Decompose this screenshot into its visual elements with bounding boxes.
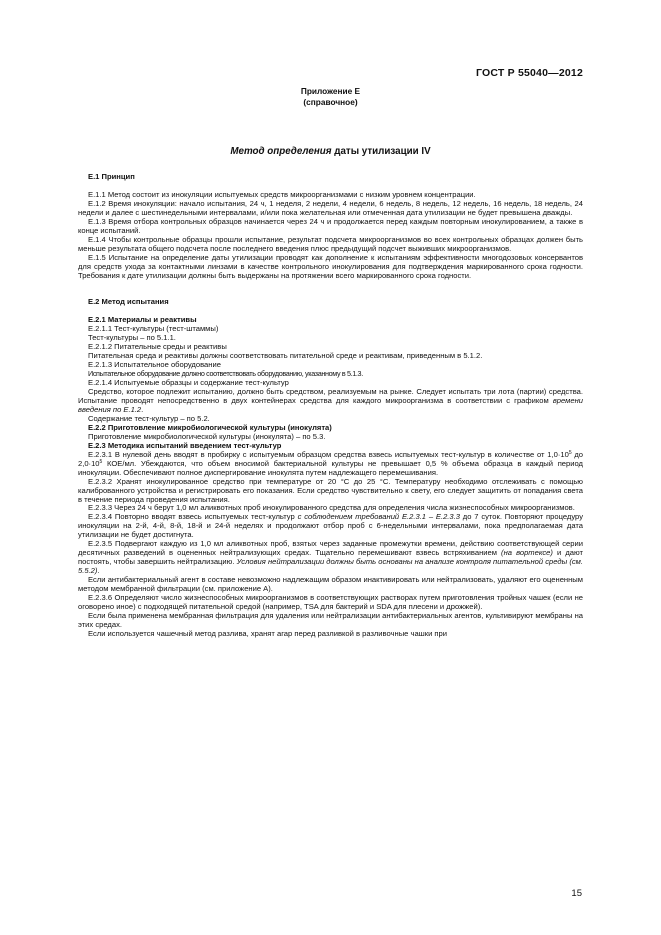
paragraph: Е.2.1.3 Испытательное оборудование (88, 360, 221, 370)
annex-type: (справочное) (303, 97, 358, 107)
paragraph: Е.2.3.6 Определяют число жизнеспособных микроорганизмов в соответствующих растворах путем приготовления тройных чашек (если не оговорено иное) с подходящей питательной средой (например, TSA для бактерий и SDA для плесени и дрожжей). (78, 592, 583, 611)
paragraph: Если используется чашечный метод разлива, хранят агар перед разливкой в разливочные чашки при (88, 628, 448, 638)
standard-designation: ГОСТ Р 55040—2012 (475, 67, 583, 79)
paragraph: Е.1.3 Время отбора контрольных образцов начинается через 24 ч и продолжается перед каждым повторным инокулированием, а также в конце испытаний. (78, 216, 583, 235)
paragraph: Е.2.3.3 Через 24 ч берут 1,0 мл аликвотных проб инокулированного средства для определения числа жизнеспособных микроорганизмов. (88, 503, 575, 513)
subsection-heading: Е.2.2 Приготовление микробиологической культуры (инокулята) (88, 422, 332, 432)
paragraph: Если антибактериальный агент в составе невозможно надлежащим образом инактивировать или нейтрализовать, удаляют его оцененным методом мембранной фильтрации (см. приложение А). (78, 575, 583, 594)
paragraph: Е.1.4 Чтобы контрольные образцы прошли испытание, результат подсчета микроорганизмов во всех контрольных образцах должен быть меньше результата общего подсчета после последнего введения плюс предыдущий подсчет выживших микроорганизмов. (78, 234, 583, 253)
document-body (78, 173, 583, 639)
paragraph: Если была применена мембранная фильтрация для удаления или нейтрализации антибактериальных агентов, культивируют мембраны на этих средах. (78, 610, 583, 629)
page-number: 15 (571, 888, 582, 899)
text-run: КОЕ/мл. Убеждаются, что объем вносимой бактериальной культуры не превышает 0,5 % объема образца в каждый период инокуляции. Обеспечивают полное диспергирование инокулята путем надлежащего перемешивания. (78, 458, 583, 477)
paragraph: Тест-культуры – по 5.1.1. (88, 333, 176, 343)
text-italic: с соблюдением требований Е.2.3.1 – Е.2.3.3 (297, 512, 460, 522)
subsection-heading: Е.2.1 Материалы и реактивы (88, 315, 197, 325)
paragraph: Е.2.1.4 Испытуемые образцы и содержание тест-культур (88, 378, 289, 388)
paragraph: Е.1.2 Время инокуляции: начало испытания, 24 ч, 1 неделя, 2 недели, 4 недели, 6 недель, 8 недель, 12 недель, 16 недель, 18 недель, 24 недели и далее с шестинедельными интервалами, и/или пока желательная или отмеченная дата утилизации не будет превышена дважды. (78, 198, 583, 217)
paragraph: Е.2.1.1 Тест-культуры (тест-штаммы) (88, 324, 219, 334)
text-run: Е.2.3.4 Повторно вводят взвесь испытуемых тест-культур (88, 512, 298, 522)
paragraph: Е.1.1 Метод состоит из инокуляции испытуемых средств микроорганизмами с низким уровнем концентрации. (88, 189, 476, 199)
paragraph: Испытательное оборудование должно соответствовать оборудованию, указанному в 5.1.3. (88, 369, 363, 379)
section-heading: Е.2 Метод испытания (88, 297, 169, 307)
text-run: до 7 суток. Повторяют процедуру инокуляции на 2-й, 4-й, 8-й, 18-й и 24-й неделях и продолжают отбор проб с 6-недельными интервалами, пока предполагаемая дата утилизации не будет достигнута. (78, 512, 583, 540)
text-run: до 2,0·10 (78, 449, 584, 468)
paragraph: Е.1.5 Испытание на определение даты утилизации проводят как дополнение к испытаниям эффективности многодозовых консервантов для средств ухода за контактными линзами в качестве контрольного инокулирования для подтверждения маркированного срока годности. Требования к дате утилизации должны быть выдержаны на протяжении всего маркированного срока годности. (78, 252, 583, 280)
paragraph (78, 513, 583, 540)
text-italic: Условия нейтрализации должны быть основаны на анализе контроля питательной среды (см. 5.5.2) (78, 557, 583, 576)
paragraph: Е.2.1.2 Питательные среды и реактивы (88, 342, 227, 352)
annex-label: Приложение Е (300, 86, 361, 96)
text-run: . (141, 404, 144, 414)
paragraph: Содержание тест-культур – по 5.2. (88, 413, 210, 423)
paragraph (78, 388, 583, 415)
superscript: 5 (99, 458, 103, 465)
title-rest: даты утилизации IV (331, 146, 431, 157)
text-run: . (97, 566, 100, 576)
text-italic: (на вортексе) (501, 548, 553, 558)
paragraph (78, 451, 583, 478)
paragraph (78, 540, 583, 576)
superscript: 5 (568, 449, 572, 456)
section-heading: Е.1 Принцип (88, 172, 135, 181)
paragraph: Е.2.3.2 Хранят инокулированное средство при температуре от 20 °С до 25 °С. Температуру необходимо отслеживать с помощью калиброванного устройства и регистрировать его показания. Если средство чувствительно к свету, его следует защитить от попадания света в течение периода проведения испытания. (78, 476, 583, 504)
paragraph: Приготовление микробиологической культуры (инокулята) – по 5.3. (88, 431, 326, 441)
text-run: Е.2.3.5 Подвергают каждую из 1,0 мл аликвотных проб, взятых через заданные промежутки времени, действию соответствующей серии десятичных разведений в оцененных нейтрализующих средах. Тщательно перемешивают взвесь встряхиванием (78, 539, 583, 558)
paragraph: Питательная среда и реактивы должны соответствовать питательной среде и реактивам, приведенным в 5.1.2. (88, 351, 483, 361)
annex-title (0, 146, 661, 157)
text-run: и дают постоять, чтобы завершить нейтрализацию. (78, 548, 583, 567)
subsection-heading: Е.2.3 Методика испытаний введением тест-культур (88, 440, 282, 450)
text-italic: времени введения по Е.1.2 (78, 396, 583, 414)
title-italic-part: Метод определения (230, 146, 332, 157)
text-run: Средство, которое подлежит испытанию, должно быть средством, реализуемым на рынке. Следует испытать три лота (партии) средства. Испытание проводят непосредственно в двух контейнерах средства для каждого микроорганизма в соответствии с графиком (78, 387, 583, 406)
text-run: Е.2.3.1 В нулевой день вводят в пробирку с испытуемым образцом средства взвесь испытуемых тест-культур в количестве от 1,0·10 (88, 449, 569, 459)
